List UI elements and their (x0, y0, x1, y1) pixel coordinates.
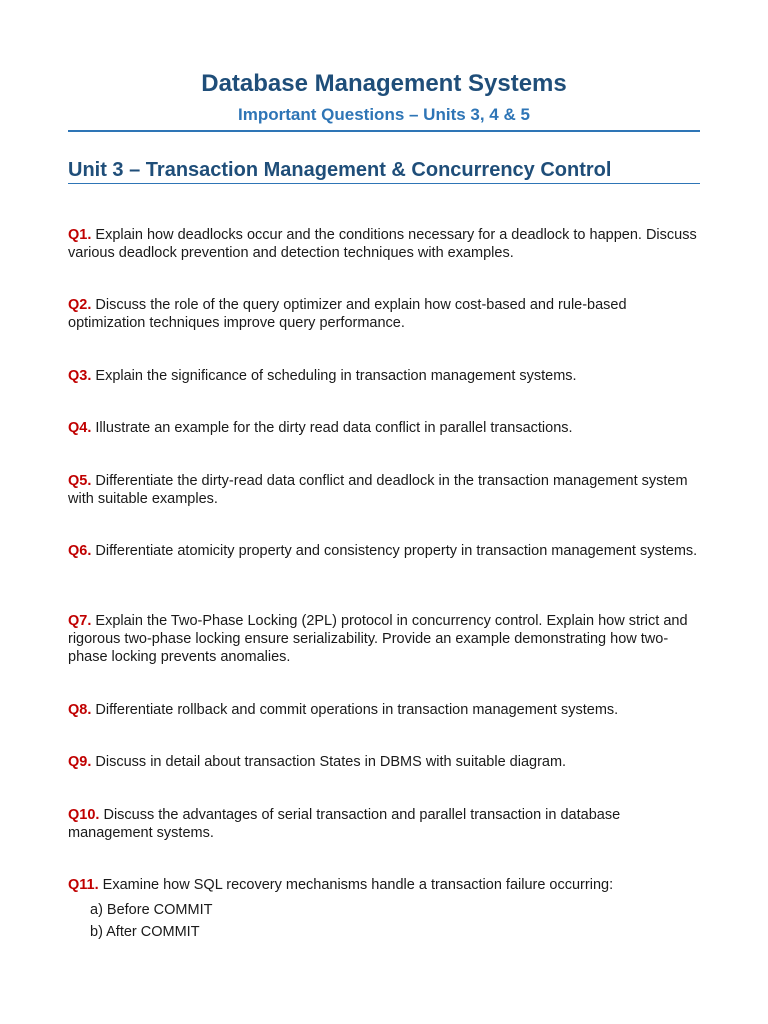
question-number: Q1. (68, 227, 92, 243)
section-heading: Unit 3 – Transaction Management & Concurrency Control (68, 159, 612, 181)
question-number: Q11. (68, 877, 99, 893)
question-text: Differentiate atomicity property and consistency property in transaction management systems. (95, 543, 698, 559)
header-divider (68, 130, 700, 132)
question-text: Discuss in detail about transaction States in DBMS with suitable diagram. (95, 754, 567, 770)
question-1 (68, 226, 700, 262)
question-4 (68, 419, 700, 437)
question-text: Examine how SQL recovery mechanisms handle a transaction failure occurring: (102, 877, 614, 893)
question-text: Discuss the role of the query optimizer and explain how cost-based and rule-based optimization techniques improve query performance. (68, 297, 627, 331)
question-number: Q5. (68, 473, 92, 489)
question-text: Discuss the advantages of serial transaction and parallel transaction in database management systems. (68, 807, 621, 841)
question-10 (68, 806, 700, 842)
question-5 (68, 472, 700, 508)
question-text: Differentiate the dirty-read data conflict and deadlock in the transaction management system with suitable examples. (68, 473, 688, 507)
question-3 (68, 367, 700, 385)
question-text: Explain the significance of scheduling in transaction management systems. (95, 368, 577, 384)
question-8 (68, 701, 700, 719)
question-text: Explain the Two-Phase Locking (2PL) protocol in concurrency control. Explain how strict and rigorous two-phase locking ensure serializability. Provide an example demonstrating how two-phase locking prevents anomalies. (68, 613, 688, 665)
question-number: Q4. (68, 420, 92, 436)
question-text: Explain how deadlocks occur and the conditions necessary for a deadlock to happen. Discuss various deadlock prevention and detection techniques with examples. (68, 227, 697, 261)
question-9 (68, 753, 700, 771)
question-7 (68, 612, 700, 666)
question-number: Q2. (68, 297, 92, 313)
sub-item: b) After COMMIT (90, 924, 200, 940)
question-text: Illustrate an example for the dirty read data conflict in parallel transactions. (95, 420, 573, 436)
question-number: Q10. (68, 807, 100, 823)
sub-item: a) Before COMMIT (90, 902, 213, 918)
section-divider (68, 183, 700, 184)
question-number: Q7. (68, 613, 92, 629)
question-text: Differentiate rollback and commit operations in transaction management systems. (95, 702, 619, 718)
document-title: Database Management Systems (201, 70, 567, 97)
document-subtitle: Important Questions – Units 3, 4 & 5 (238, 105, 530, 124)
question-number: Q6. (68, 543, 92, 559)
sub-item-list (68, 899, 700, 943)
question-number: Q9. (68, 754, 92, 770)
question-number: Q8. (68, 702, 92, 718)
question-2 (68, 296, 700, 332)
question-6 (68, 542, 700, 560)
question-number: Q3. (68, 368, 92, 384)
question-11 (68, 876, 700, 943)
